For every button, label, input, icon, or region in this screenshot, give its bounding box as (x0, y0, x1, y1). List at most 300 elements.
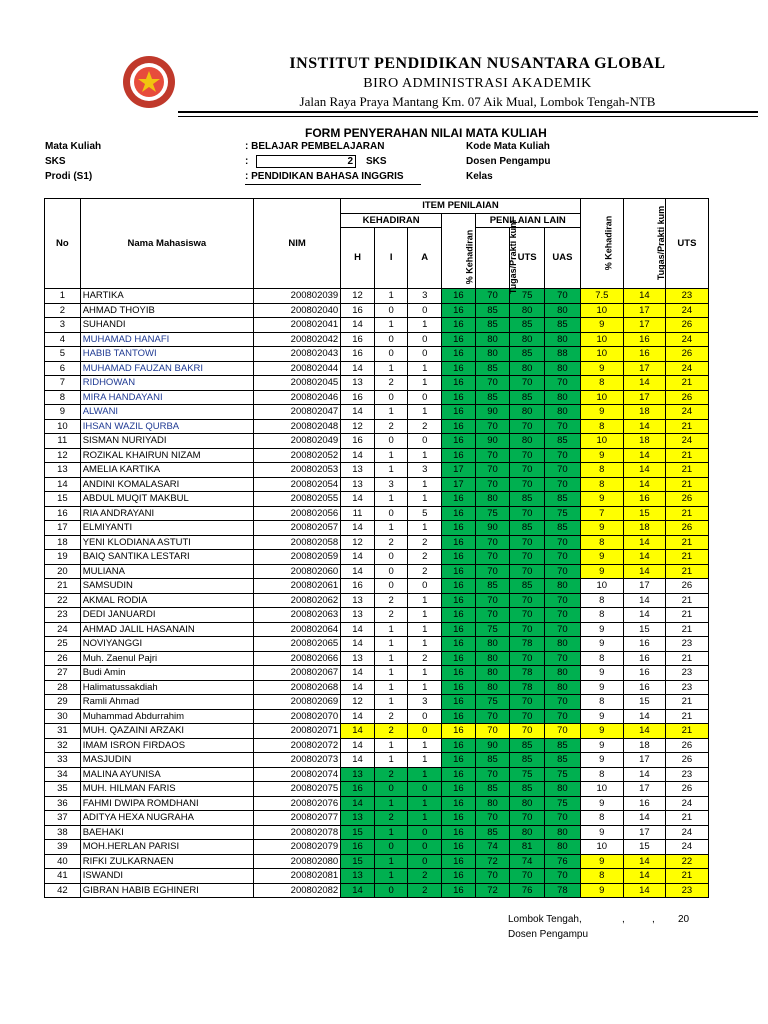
cell-h: 14 (341, 709, 375, 724)
cell-p2: 8 (580, 593, 623, 608)
cell-h: 16 (341, 390, 375, 405)
cell-i: 2 (374, 709, 408, 724)
cell-u2: 23 (665, 289, 708, 304)
cell-t2: 14 (623, 477, 665, 492)
cell-tg: 90 (475, 521, 510, 536)
prodi-label: Prodi (S1) (45, 171, 93, 182)
cell-t2: 14 (623, 419, 665, 434)
cell-uts: 70 (510, 695, 545, 710)
cell-a: 3 (408, 695, 442, 710)
cell-nim: 200802043 (254, 347, 341, 362)
cell-uas: 85 (544, 738, 580, 753)
cell-nim: 200802067 (254, 666, 341, 681)
cell-a: 5 (408, 506, 442, 521)
cell-nim: 200802047 (254, 405, 341, 420)
cell-tg: 72 (475, 883, 510, 898)
cell-p2: 9 (580, 753, 623, 768)
cell-a: 0 (408, 825, 442, 840)
cell-i: 1 (374, 651, 408, 666)
cell-nim: 200802054 (254, 477, 341, 492)
cell-uts: 80 (510, 332, 545, 347)
cell-u2: 21 (665, 463, 708, 478)
cell-pk: 16 (442, 767, 476, 782)
cell-t2: 15 (623, 695, 665, 710)
cell-tg: 70 (475, 477, 510, 492)
cell-p2: 9 (580, 738, 623, 753)
cell-no: 39 (45, 840, 81, 855)
cell-name: ABDUL MUQIT MAKBUL (80, 492, 253, 507)
cell-u2: 21 (665, 376, 708, 391)
cell-name: MASJUDIN (80, 753, 253, 768)
cell-p2: 9 (580, 550, 623, 565)
table-row (45, 796, 709, 811)
cell-tg: 85 (475, 753, 510, 768)
grades-table (44, 198, 709, 898)
cell-p2: 9 (580, 637, 623, 652)
footer-dosen: Dosen Pengampu (508, 929, 589, 940)
cell-uas: 80 (544, 390, 580, 405)
cell-name: RIFKI ZULKARNAEN (80, 854, 253, 869)
cell-name: Ramli Ahmad (80, 695, 253, 710)
cell-uas: 75 (544, 767, 580, 782)
header-rule-thick (178, 111, 758, 113)
cell-uts: 85 (510, 753, 545, 768)
cell-h: 13 (341, 651, 375, 666)
cell-t2: 14 (623, 593, 665, 608)
cell-i: 1 (374, 738, 408, 753)
cell-no: 37 (45, 811, 81, 826)
cell-a: 1 (408, 448, 442, 463)
cell-t2: 14 (623, 289, 665, 304)
cell-name: Muh. Zaenul Pajri (80, 651, 253, 666)
cell-no: 2 (45, 303, 81, 318)
cell-i: 0 (374, 347, 408, 362)
cell-name: ROZIKAL KHAIRUN NIZAM (80, 448, 253, 463)
cell-u2: 21 (665, 593, 708, 608)
cell-nim: 200802066 (254, 651, 341, 666)
mk-label: Mata Kuliah (45, 141, 102, 152)
cell-t2: 17 (623, 782, 665, 797)
cell-pk: 16 (442, 390, 476, 405)
cell-uts: 70 (510, 506, 545, 521)
cell-u2: 21 (665, 724, 708, 739)
cell-t2: 16 (623, 796, 665, 811)
cell-name: HABIB TANTOWI (80, 347, 253, 362)
cell-tg: 90 (475, 405, 510, 420)
cell-pk: 16 (442, 361, 476, 376)
footer-place: Lombok Tengah, (508, 914, 582, 925)
cell-h: 14 (341, 637, 375, 652)
cell-u2: 26 (665, 492, 708, 507)
table-row (45, 811, 709, 826)
footer-comma-1: , (622, 914, 625, 925)
cell-a: 1 (408, 318, 442, 333)
cell-i: 1 (374, 869, 408, 884)
cell-uas: 70 (544, 695, 580, 710)
cell-pk: 16 (442, 637, 476, 652)
cell-p2: 9 (580, 825, 623, 840)
cell-tg: 70 (475, 767, 510, 782)
cell-name: RIDHOWAN (80, 376, 253, 391)
cell-name: FAHMI DWIPA ROMDHANI (80, 796, 253, 811)
cell-pk: 16 (442, 796, 476, 811)
cell-p2: 8 (580, 608, 623, 623)
cell-tg: 70 (475, 550, 510, 565)
cell-no: 12 (45, 448, 81, 463)
cell-uts: 70 (510, 535, 545, 550)
table-row (45, 535, 709, 550)
cell-h: 14 (341, 753, 375, 768)
cell-tg: 70 (475, 593, 510, 608)
cell-nim: 200802044 (254, 361, 341, 376)
cell-no: 20 (45, 564, 81, 579)
cell-pk: 16 (442, 492, 476, 507)
cell-tg: 85 (475, 318, 510, 333)
cell-p2: 10 (580, 390, 623, 405)
cell-nim: 200802082 (254, 883, 341, 898)
cell-p2: 8 (580, 767, 623, 782)
header-spacer (442, 213, 476, 228)
table-row (45, 361, 709, 376)
cell-nim: 200802074 (254, 767, 341, 782)
cell-h: 13 (341, 593, 375, 608)
sks-label: SKS (45, 156, 66, 167)
cell-no: 21 (45, 579, 81, 594)
header-h: H (341, 228, 375, 289)
cell-uas: 70 (544, 593, 580, 608)
table-row (45, 637, 709, 652)
cell-t2: 16 (623, 332, 665, 347)
cell-a: 1 (408, 608, 442, 623)
cell-nim: 200802040 (254, 303, 341, 318)
cell-t2: 15 (623, 840, 665, 855)
cell-pk: 16 (442, 289, 476, 304)
cell-p2: 10 (580, 303, 623, 318)
bureau-name: BIRO ADMINISTRASI AKADEMIK (363, 76, 592, 91)
cell-pk: 17 (442, 477, 476, 492)
cell-u2: 26 (665, 521, 708, 536)
cell-tg: 75 (475, 695, 510, 710)
table-row (45, 738, 709, 753)
cell-i: 0 (374, 782, 408, 797)
cell-uas: 80 (544, 303, 580, 318)
cell-tg: 70 (475, 811, 510, 826)
cell-pk: 16 (442, 318, 476, 333)
cell-uas: 85 (544, 753, 580, 768)
footer-year: 20 (678, 914, 690, 925)
cell-nim: 200802060 (254, 564, 341, 579)
cell-u2: 26 (665, 579, 708, 594)
cell-t2: 14 (623, 869, 665, 884)
cell-tg: 80 (475, 796, 510, 811)
table-row (45, 390, 709, 405)
table-row (45, 695, 709, 710)
table-row (45, 448, 709, 463)
cell-h: 14 (341, 361, 375, 376)
cell-uts: 70 (510, 811, 545, 826)
cell-pk: 16 (442, 303, 476, 318)
cell-p2: 9 (580, 724, 623, 739)
cell-h: 12 (341, 535, 375, 550)
cell-nim: 200802062 (254, 593, 341, 608)
cell-nim: 200802064 (254, 622, 341, 637)
cell-no: 17 (45, 521, 81, 536)
cell-u2: 24 (665, 332, 708, 347)
cell-uts: 80 (510, 405, 545, 420)
cell-nim: 200802073 (254, 753, 341, 768)
table-row (45, 492, 709, 507)
cell-name: AKMAL RODIA (80, 593, 253, 608)
cell-uts: 85 (510, 521, 545, 536)
cell-uts: 85 (510, 579, 545, 594)
cell-uas: 85 (544, 492, 580, 507)
cell-nim: 200802077 (254, 811, 341, 826)
cell-nim: 200802048 (254, 419, 341, 434)
cell-uts: 80 (510, 434, 545, 449)
cell-name: IHSAN WAZIL QURBA (80, 419, 253, 434)
cell-i: 1 (374, 637, 408, 652)
table-row (45, 376, 709, 391)
cell-a: 0 (408, 579, 442, 594)
cell-uts: 70 (510, 724, 545, 739)
cell-uts: 85 (510, 347, 545, 362)
cell-i: 0 (374, 390, 408, 405)
cell-t2: 14 (623, 811, 665, 826)
cell-tg: 75 (475, 622, 510, 637)
cell-a: 1 (408, 521, 442, 536)
cell-h: 14 (341, 666, 375, 681)
cell-uts: 70 (510, 419, 545, 434)
cell-name: SISMAN NURIYADI (80, 434, 253, 449)
cell-t2: 17 (623, 318, 665, 333)
cell-u2: 24 (665, 303, 708, 318)
cell-nim: 200802049 (254, 434, 341, 449)
cell-p2: 9 (580, 564, 623, 579)
cell-nim: 200802058 (254, 535, 341, 550)
cell-u2: 26 (665, 753, 708, 768)
cell-t2: 17 (623, 753, 665, 768)
cell-h: 14 (341, 724, 375, 739)
cell-nim: 200802070 (254, 709, 341, 724)
cell-pk: 16 (442, 622, 476, 637)
cell-u2: 21 (665, 709, 708, 724)
cell-t2: 16 (623, 347, 665, 362)
cell-pk: 16 (442, 405, 476, 420)
cell-u2: 24 (665, 405, 708, 420)
cell-t2: 17 (623, 390, 665, 405)
cell-uts: 70 (510, 376, 545, 391)
cell-h: 14 (341, 622, 375, 637)
cell-tg: 80 (475, 332, 510, 347)
cell-uts: 70 (510, 463, 545, 478)
cell-u2: 26 (665, 347, 708, 362)
cell-nim: 200802069 (254, 695, 341, 710)
cell-t2: 14 (623, 608, 665, 623)
cell-no: 29 (45, 695, 81, 710)
cell-a: 2 (408, 869, 442, 884)
cell-name: MIRA HANDAYANI (80, 390, 253, 405)
cell-no: 23 (45, 608, 81, 623)
cell-nim: 200802039 (254, 289, 341, 304)
cell-u2: 23 (665, 637, 708, 652)
cell-i: 0 (374, 506, 408, 521)
cell-t2: 14 (623, 376, 665, 391)
cell-a: 1 (408, 753, 442, 768)
cell-no: 34 (45, 767, 81, 782)
cell-t2: 14 (623, 883, 665, 898)
cell-u2: 21 (665, 651, 708, 666)
table-row (45, 477, 709, 492)
cell-uas: 88 (544, 347, 580, 362)
cell-name: SUHANDI (80, 318, 253, 333)
cell-tg: 90 (475, 434, 510, 449)
cell-pk: 16 (442, 753, 476, 768)
cell-a: 2 (408, 550, 442, 565)
cell-name: AMELIA KARTIKA (80, 463, 253, 478)
cell-uts: 78 (510, 680, 545, 695)
cell-p2: 9 (580, 883, 623, 898)
cell-u2: 21 (665, 869, 708, 884)
cell-h: 16 (341, 782, 375, 797)
cell-p2: 8 (580, 463, 623, 478)
cell-t2: 16 (623, 680, 665, 695)
cell-no: 1 (45, 289, 81, 304)
cell-u2: 21 (665, 811, 708, 826)
cell-t2: 14 (623, 564, 665, 579)
cell-p2: 9 (580, 796, 623, 811)
cell-i: 2 (374, 593, 408, 608)
cell-uts: 85 (510, 782, 545, 797)
cell-u2: 21 (665, 550, 708, 565)
cell-uts: 70 (510, 651, 545, 666)
cell-tg: 70 (475, 289, 510, 304)
cell-no: 11 (45, 434, 81, 449)
cell-i: 0 (374, 550, 408, 565)
cell-uts: 70 (510, 550, 545, 565)
cell-nim: 200802071 (254, 724, 341, 739)
cell-u2: 21 (665, 448, 708, 463)
header-nama: Nama Mahasiswa (80, 199, 253, 289)
cell-p2: 9 (580, 448, 623, 463)
cell-u2: 23 (665, 680, 708, 695)
sks-value: 2 (256, 155, 356, 168)
cell-pk: 16 (442, 709, 476, 724)
cell-p2: 7.5 (580, 289, 623, 304)
cell-p2: 9 (580, 361, 623, 376)
cell-i: 1 (374, 622, 408, 637)
cell-u2: 21 (665, 564, 708, 579)
cell-pk: 17 (442, 463, 476, 478)
cell-uts: 80 (510, 796, 545, 811)
cell-no: 10 (45, 419, 81, 434)
cell-uts: 70 (510, 593, 545, 608)
cell-nim: 200802068 (254, 680, 341, 695)
table-row (45, 622, 709, 637)
cell-pk: 16 (442, 695, 476, 710)
cell-t2: 16 (623, 666, 665, 681)
cell-uas: 75 (544, 506, 580, 521)
cell-i: 1 (374, 695, 408, 710)
cell-u2: 21 (665, 506, 708, 521)
cell-name: RIA ANDRAYANI (80, 506, 253, 521)
cell-no: 33 (45, 753, 81, 768)
cell-no: 27 (45, 666, 81, 681)
cell-i: 1 (374, 753, 408, 768)
cell-h: 15 (341, 825, 375, 840)
cell-uts: 80 (510, 303, 545, 318)
cell-uas: 85 (544, 318, 580, 333)
cell-tg: 70 (475, 463, 510, 478)
table-row (45, 506, 709, 521)
cell-no: 25 (45, 637, 81, 652)
cell-no: 8 (45, 390, 81, 405)
cell-h: 12 (341, 419, 375, 434)
cell-pk: 16 (442, 332, 476, 347)
cell-a: 1 (408, 492, 442, 507)
cell-a: 1 (408, 405, 442, 420)
cell-uas: 70 (544, 477, 580, 492)
cell-i: 3 (374, 477, 408, 492)
cell-h: 14 (341, 405, 375, 420)
cell-u2: 21 (665, 622, 708, 637)
cell-a: 1 (408, 666, 442, 681)
cell-h: 16 (341, 347, 375, 362)
cell-tg: 70 (475, 448, 510, 463)
cell-uas: 80 (544, 332, 580, 347)
cell-t2: 14 (623, 709, 665, 724)
cell-u2: 24 (665, 796, 708, 811)
cell-a: 0 (408, 347, 442, 362)
cell-uas: 80 (544, 666, 580, 681)
table-row (45, 332, 709, 347)
cell-i: 1 (374, 318, 408, 333)
cell-pk: 16 (442, 883, 476, 898)
cell-pk: 16 (442, 825, 476, 840)
cell-no: 5 (45, 347, 81, 362)
cell-a: 0 (408, 782, 442, 797)
cell-no: 22 (45, 593, 81, 608)
cell-pk: 16 (442, 666, 476, 681)
cell-p2: 9 (580, 492, 623, 507)
cell-t2: 16 (623, 651, 665, 666)
table-row (45, 883, 709, 898)
cell-u2: 26 (665, 318, 708, 333)
cell-i: 2 (374, 608, 408, 623)
cell-name: ISWANDI (80, 869, 253, 884)
cell-name: IMAM ISRON FIRDAOS (80, 738, 253, 753)
cell-h: 14 (341, 564, 375, 579)
cell-tg: 75 (475, 506, 510, 521)
cell-uas: 70 (544, 419, 580, 434)
cell-h: 13 (341, 869, 375, 884)
cell-uts: 78 (510, 666, 545, 681)
cell-h: 14 (341, 796, 375, 811)
cell-u2: 24 (665, 434, 708, 449)
cell-pk: 16 (442, 550, 476, 565)
cell-tg: 85 (475, 579, 510, 594)
cell-uts: 85 (510, 738, 545, 753)
cell-no: 14 (45, 477, 81, 492)
cell-uts: 70 (510, 608, 545, 623)
cell-uas: 70 (544, 622, 580, 637)
cell-i: 0 (374, 332, 408, 347)
cell-pk: 16 (442, 506, 476, 521)
cell-uts: 80 (510, 825, 545, 840)
form-title: FORM PENYERAHAN NILAI MATA KULIAH (305, 126, 547, 140)
cell-no: 42 (45, 883, 81, 898)
cell-nim: 200802063 (254, 608, 341, 623)
header-pkeh: % Kehadiran (442, 228, 476, 289)
